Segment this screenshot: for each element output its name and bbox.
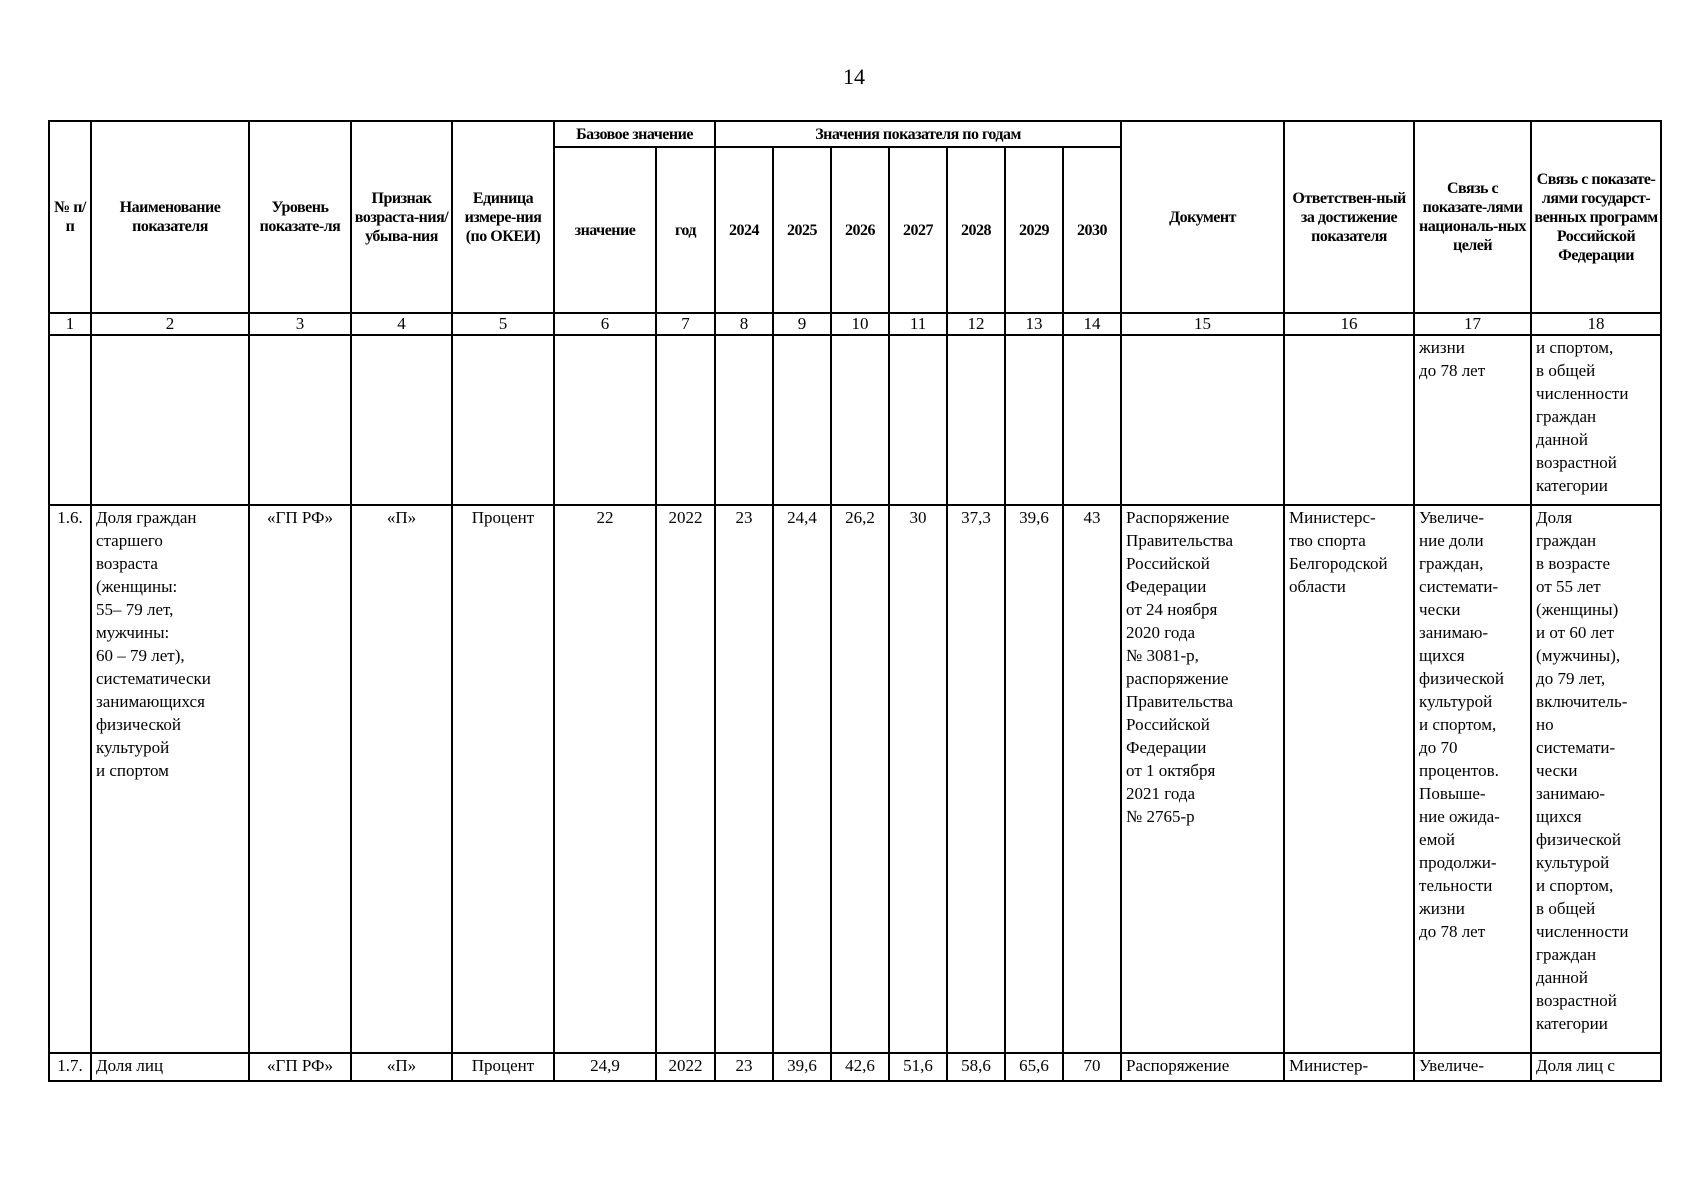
empty-cell xyxy=(91,335,249,505)
cell-national-goals: Увеличе- xyxy=(1414,1053,1531,1081)
column-number: 15 xyxy=(1121,313,1284,335)
header-year: 2029 xyxy=(1005,147,1063,313)
cell-responsible: Министер- xyxy=(1284,1053,1414,1081)
header-state-programs: Связь с показате-лями государст-венных программ Российской Федерации xyxy=(1531,121,1661,313)
column-number: 10 xyxy=(831,313,889,335)
header-unit: Единица измере-ния (по ОКЕИ) xyxy=(452,121,554,313)
column-number: 12 xyxy=(947,313,1005,335)
column-numbers-row xyxy=(49,313,1661,335)
column-number: 6 xyxy=(554,313,656,335)
cell-sign: «П» xyxy=(351,505,452,1053)
column-number: 7 xyxy=(656,313,715,335)
header-national-goals: Связь с показате-лями националь-ных целей xyxy=(1414,121,1531,313)
table-row xyxy=(49,1053,1661,1081)
cell-base-year: 2022 xyxy=(656,505,715,1053)
cell-year-value: 39,6 xyxy=(773,1053,831,1081)
cell-state-programs: Доля граждан в возрасте от 55 лет (женщины) и от 60 лет (мужчины), до 79 лет, включитель- но системати- чески занимаю- щихся физической культурой и спортом, в общей численности граждан данной возрастной категории xyxy=(1531,505,1661,1053)
cell-base-value: 22 xyxy=(554,505,656,1053)
cell-indicator-name: Доля граждан старшего возраста (женщины: 55– 79 лет, мужчины: 60 – 79 лет), систематически занимающихся физической культурой и спортом xyxy=(91,505,249,1053)
header-responsible: Ответствен-ный за достижение показателя xyxy=(1284,121,1414,313)
header-year: 2024 xyxy=(715,147,773,313)
header-year: 2025 xyxy=(773,147,831,313)
cell-sign: «П» xyxy=(351,1053,452,1081)
column-number: 18 xyxy=(1531,313,1661,335)
cell-base-year: 2022 xyxy=(656,1053,715,1081)
empty-cell xyxy=(351,335,452,505)
header-years-group: Значения показателя по годам xyxy=(715,121,1121,147)
column-number: 4 xyxy=(351,313,452,335)
header-year: 2026 xyxy=(831,147,889,313)
header-document: Документ xyxy=(1121,121,1284,313)
header-indicator-name: Наименование показателя xyxy=(91,121,249,313)
cell-responsible: Министерс- тво спорта Белгородской области xyxy=(1284,505,1414,1053)
cell-year-value: 70 xyxy=(1063,1053,1121,1081)
header-base-year: год xyxy=(656,147,715,313)
empty-cell xyxy=(831,335,889,505)
column-number: 17 xyxy=(1414,313,1531,335)
cell-document: Распоряжение xyxy=(1121,1053,1284,1081)
empty-cell xyxy=(249,335,351,505)
column-number: 9 xyxy=(773,313,831,335)
cell-number: 1.6. xyxy=(49,505,91,1053)
empty-cell xyxy=(1121,335,1284,505)
cell-base-value: 24,9 xyxy=(554,1053,656,1081)
cell-indicator-name: Доля лиц xyxy=(91,1053,249,1081)
cell-national-goals: жизни до 78 лет xyxy=(1414,335,1531,505)
cell-year-value: 30 xyxy=(889,505,947,1053)
column-number: 1 xyxy=(49,313,91,335)
cell-year-value: 37,3 xyxy=(947,505,1005,1053)
cell-year-value: 23 xyxy=(715,505,773,1053)
continuation-row xyxy=(49,335,1661,505)
cell-state-programs: Доля лиц с xyxy=(1531,1053,1661,1081)
cell-document: Распоряжение Правительства Российской Федерации от 24 ноября 2020 года № 3081-р, распоряжение Правительства Российской Федерации от 1 октября 2021 года № 2765-р xyxy=(1121,505,1284,1053)
column-number: 2 xyxy=(91,313,249,335)
header-base-group: Базовое значение xyxy=(554,121,715,147)
column-number: 8 xyxy=(715,313,773,335)
cell-level: «ГП РФ» xyxy=(249,505,351,1053)
header-year: 2027 xyxy=(889,147,947,313)
header-sign: Признак возраста-ния/ убыва-ния xyxy=(351,121,452,313)
empty-cell xyxy=(1284,335,1414,505)
header-level: Уровень показате-ля xyxy=(249,121,351,313)
cell-unit: Процент xyxy=(452,505,554,1053)
header-number: № п/п xyxy=(49,121,91,313)
empty-cell xyxy=(715,335,773,505)
cell-unit: Процент xyxy=(452,1053,554,1081)
header-year: 2028 xyxy=(947,147,1005,313)
cell-year-value: 51,6 xyxy=(889,1053,947,1081)
cell-level: «ГП РФ» xyxy=(249,1053,351,1081)
column-number: 3 xyxy=(249,313,351,335)
page-number: 14 xyxy=(843,64,865,89)
empty-cell xyxy=(1063,335,1121,505)
cell-year-value: 58,6 xyxy=(947,1053,1005,1081)
column-number: 14 xyxy=(1063,313,1121,335)
empty-cell xyxy=(656,335,715,505)
cell-year-value: 23 xyxy=(715,1053,773,1081)
column-number: 5 xyxy=(452,313,554,335)
cell-year-value: 24,4 xyxy=(773,505,831,1053)
column-number: 13 xyxy=(1005,313,1063,335)
cell-year-value: 42,6 xyxy=(831,1053,889,1081)
header-year: 2030 xyxy=(1063,147,1121,313)
indicators-table xyxy=(48,120,1662,1082)
empty-cell xyxy=(947,335,1005,505)
table-row xyxy=(49,505,1661,1053)
empty-cell xyxy=(554,335,656,505)
cell-year-value: 26,2 xyxy=(831,505,889,1053)
empty-cell xyxy=(1005,335,1063,505)
header-base-value: значение xyxy=(554,147,656,313)
cell-year-value: 43 xyxy=(1063,505,1121,1053)
column-number: 16 xyxy=(1284,313,1414,335)
cell-number: 1.7. xyxy=(49,1053,91,1081)
column-number: 11 xyxy=(889,313,947,335)
empty-cell xyxy=(889,335,947,505)
cell-state-programs: и спортом, в общей численности граждан данной возрастной категории xyxy=(1531,335,1661,505)
empty-cell xyxy=(773,335,831,505)
cell-national-goals: Увеличе- ние доли граждан, системати- чески занимаю- щихся физической культурой и спортом, до 70 процентов. Повыше- ние ожида- емой продолжи- тельности жизни до 78 лет xyxy=(1414,505,1531,1053)
cell-year-value: 39,6 xyxy=(1005,505,1063,1053)
empty-cell xyxy=(452,335,554,505)
empty-cell xyxy=(49,335,91,505)
cell-year-value: 65,6 xyxy=(1005,1053,1063,1081)
